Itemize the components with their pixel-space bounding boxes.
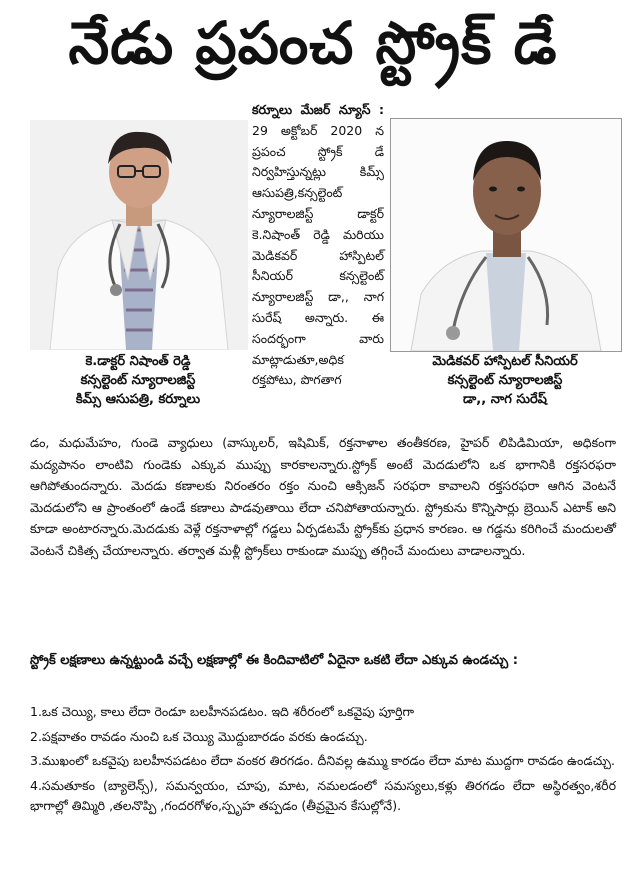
caption-left-name: కె.డాక్టర్ నిషాంత్ రెడ్డి (85, 354, 191, 369)
caption-right-title: కన్సల్టెంట్ న్యూరాలజిస్ట్ (447, 373, 563, 388)
caption-right-hospital: మెడికవర్ హాస్పిటల్ సీనియర్ (432, 354, 578, 369)
list-item: 4.సమతూకం (బ్యాలెన్స్), సమన్వయం, చూపు, మాట, నమలడంలో సమస్యలు,కళ్లు తిరగడం లేదా అస్థిరత్వం,శరీర భాగాల్లో తిమ్మిరి ,తలనొప్పి ,గందరగోళం,స్పృహ తప్పడం (తీవ్రమైన కేసుల్లోనే). (30, 777, 616, 813)
symptoms-heading: స్ట్రోక్ లక్షణాలు ఉన్నట్టుండి వచ్చే లక్షణాల్లో ఈ కిందివాటిలో ఏదైనా ఒకటి లేదా ఎక్కువ ఉండచ్చు : (30, 653, 518, 668)
intro-text: 29 అక్టోబర్ 2020 న ప్రపంచ స్ట్రోక్ డే నిర్వహిస్తున్నట్లు కిమ్స్ ఆసుపత్రి,కన్సల్టెంట్ న్యూరాలజిస్ట్ డాక్టర్ కె.నిషాంత్ రెడ్డి మరియు మెడికవర్ హాస్పిటల్ సీనియర్ కన్సల్టెంట్ న్యూరాలజిస్ట్ డా,, నాగ సురేష్ అన్నారు. ఈ సందర్భంగా వారు మాట్లాడుతూ,అధిక రక్తపోటు, పొగతాగ (252, 122, 384, 388)
headline: నేడు ప్రపంచ స్ట్రోక్ డే (68, 9, 558, 77)
list-item: 3.ముఖంలో ఒకవైపు బలహీనపడటం లేదా వంకర తిరగడం. దీనివల్ల ఉమ్ము కారడం లేదా మాట ముద్దగా రావడం ఉండచ్చు. (30, 753, 615, 768)
list-item: 2.పక్షవాతం రావడం నుంచి ఒక చెయ్యి మొద్దుబారడం వరకు ఉండచ్చు. (30, 728, 368, 744)
doctor-photo-left (30, 120, 248, 350)
dateline: కర్నూలు మేజర్ న్యూస్ : (252, 102, 384, 117)
article-body: డం, మధుమేహం, గుండె వ్యాధులు (వాస్కులర్, ఇషిమిక్, రక్తనాళాల తంతీకరణ, హైపర్ లిపిడిమియా, అధికంగా మద్యపానం లాంటివి గుండెకు ఎక్కువ ముప్పు కారకాలన్నారు.స్ట్రోక్ అంటే మెదడులోని ఒక భాగానికి రక్తసరఫరా ఆగిపోతుందన్నారు. మెదడు కణాలకు నిరంతరం రక్తం నుంచి ఆక్సిజన్ సరఫరా కావాలని రక్తసరఫరా ఆగిన వెంటనే మెదడులోని ఆ ప్రాంతంలో ఉండే కణాలు పాడవుతాయి లేదా చనిపోతాయన్నారు. స్ట్రోకును కొన్నిసార్లు బ్రెయిన్ ఎటాక్ అని కూడా అంటారన్నారు.మెదడుకు వెళ్లే రక్తనాళాల్లో గడ్డలు ఏర్పడటమే స్ట్రోక్‌కు ప్రధాన కారణం. ఆ గడ్డను కరిగించే మందులతో వెంటనే చికిత్స చేయాలన్నారు. తర్వాత మళ్లీ స్ట్రోక్‌లు రాకుండా ముప్పు తగ్గించే మందులు వాడాలన్నారు. (30, 435, 616, 558)
caption-left-hospital: కిమ్స్ ఆసుపత్రి, కర్నూలు (75, 392, 201, 407)
caption-left-title: కన్సల్టెంట్ న్యూరాలజిస్ట్ (80, 373, 196, 388)
intro-column (252, 100, 384, 391)
symptoms-list (30, 702, 616, 821)
page-top-edge (0, 0, 626, 6)
doctor-photo-right (390, 118, 622, 352)
caption-left (18, 352, 258, 409)
list-item: 1.ఒక చెయ్యి, కాలు లేదా రెండూ బలహీనపడటం. ఇది శరీరంలో ఒకవైపు పూర్తిగా (30, 704, 415, 719)
caption-right-name: డా,, నాగ సురేష్ (463, 392, 547, 407)
caption-right (385, 352, 625, 409)
